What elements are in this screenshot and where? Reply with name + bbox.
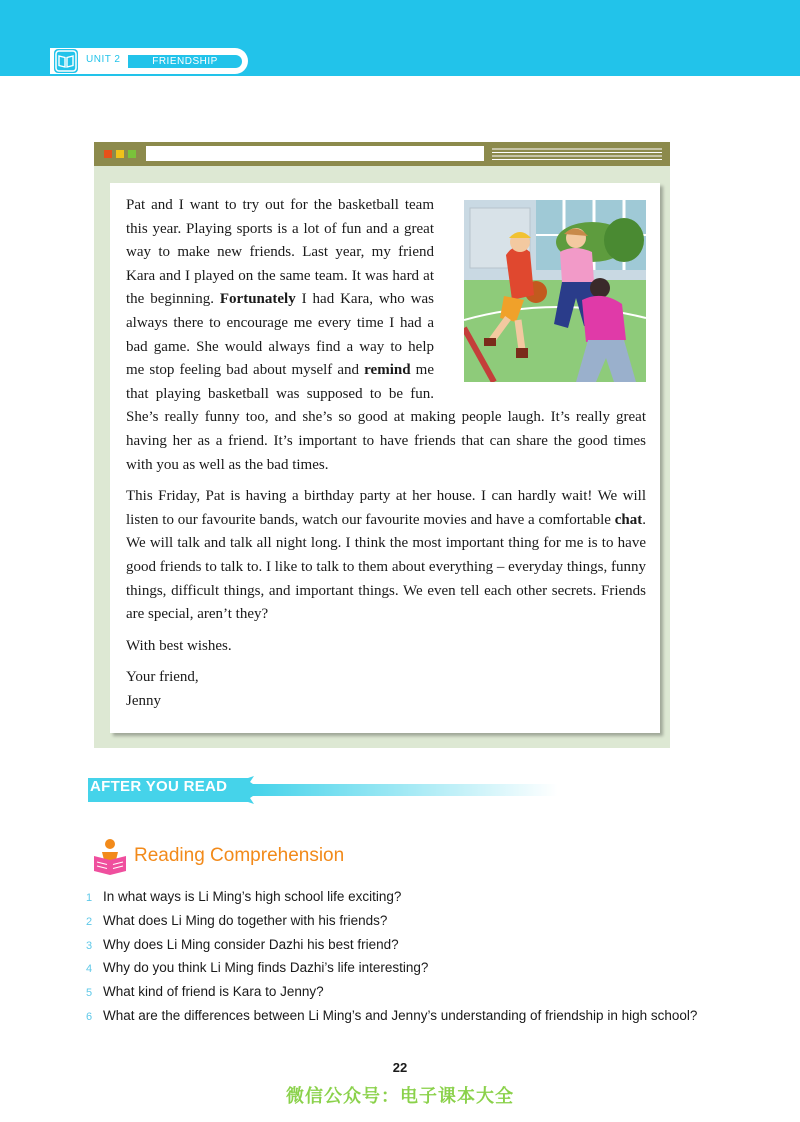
question-text: What does Li Ming do together with his friends? [103, 912, 388, 928]
text-run: I had Kara, who was always there to encourage me every time I had a bad game. She would always find a way to help me stop feeling bad about myself and [126, 291, 434, 379]
question-list [86, 889, 786, 1032]
reading-comprehension-title: Reading Comprehension [134, 845, 345, 866]
text-run: This Friday, Pat is having a birthday party at her house. I can hardly wait! We will listen to our favourite bands, watch our favourite movies and have a comfortable [126, 488, 646, 528]
letter-body [126, 194, 646, 713]
letter-paragraph-2 [126, 485, 646, 627]
bold-term: chat [614, 511, 643, 528]
question-number: 1 [86, 892, 93, 904]
letter-bar-field [146, 146, 484, 161]
question-item [86, 913, 786, 937]
question-text: Why do you think Li Ming finds Dazhi’s life interesting? [103, 960, 429, 976]
letter-sign-off [126, 666, 646, 713]
page-number: 22 [392, 1060, 408, 1075]
question-item [86, 984, 786, 1008]
reading-icon [92, 838, 128, 876]
question-text: What kind of friend is Kara to Jenny? [103, 984, 324, 1000]
signature: Jenny [126, 692, 161, 709]
text-run: Pat and I want to try out for the basketball team this year. Playing sports is a lot of fun and a great way to make new friends. Last year, my friend Kara and I played on the same team. It was hard at the beginning. [126, 197, 434, 308]
question-item [86, 1008, 786, 1032]
book-icon [53, 48, 79, 74]
green-square-icon [128, 150, 136, 158]
watermark: 微信公众号：电子课本大全 [286, 1086, 514, 1107]
unit-label: UNIT 2 [86, 54, 121, 65]
question-text: What are the differences between Li Ming’s and Jenny’s understanding of friendship in high school? [103, 1007, 698, 1023]
bold-term: remind [364, 362, 411, 379]
question-text: In what ways is Li Ming’s high school life exciting? [103, 889, 402, 904]
question-item [86, 960, 786, 984]
question-item [86, 889, 786, 913]
question-number: 6 [86, 1010, 93, 1023]
question-number: 2 [86, 915, 93, 928]
red-square-icon [104, 150, 112, 158]
question-number: 4 [86, 963, 93, 976]
question-text: Why does Li Ming consider Dazhi his best friend? [103, 936, 399, 952]
yellow-square-icon [116, 150, 124, 158]
letter-closing: With best wishes. [126, 637, 232, 654]
basketball-illustration [464, 200, 646, 382]
unit-title: FRIENDSHIP [128, 55, 242, 68]
question-number: 3 [86, 939, 93, 952]
decorative-lines [492, 148, 662, 160]
question-item [86, 937, 786, 961]
text-run: me that playing basketball was supposed to be fun. She’s really funny too, and she’s so good at making people laugh. It’s really great having her as a friend. It’s important to have friends that can share the good times with you as well as the bad times. [126, 362, 646, 473]
question-number: 5 [86, 987, 93, 1000]
text-run: . We will talk and talk all night long. I think the most important thing for me is to have good friends to talk to. I like to talk to them about everything – everyday things, funny things, difficult things, and important things. We even tell each other secrets. Friends are special, aren’t they? [126, 511, 646, 623]
bold-term: Fortunately [219, 291, 296, 308]
after-you-read-title: AFTER YOU READ [90, 778, 228, 795]
sign-off-text: Your friend, [126, 669, 199, 686]
